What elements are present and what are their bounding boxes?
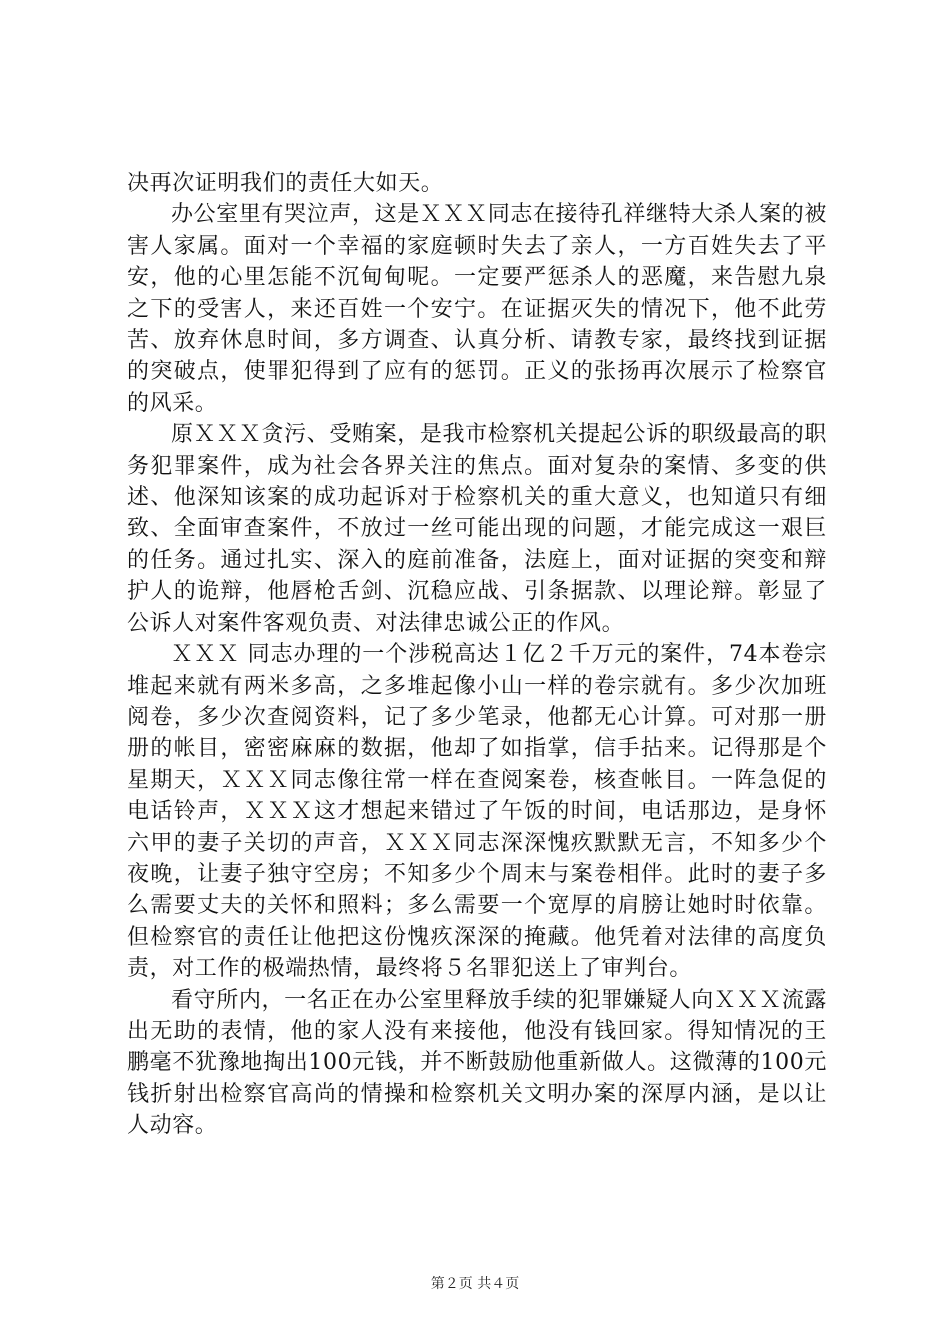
- document-body: [127, 168, 827, 1142]
- paragraph: ＸＸＸ 同志办理的一个涉税高达１亿２千万元的案件，74本卷宗堆起来就有两米多高，之多堆起像小山一样的卷宗就有。多少次加班阅卷，多少次查阅资料，记了多少笔录，他都无心计算。可对那一册册的帐目，密密麻麻的数据，他却了如指掌，信手拈来。记得那是个星期天，ＸＸＸ同志像往常一样在查阅案卷，核查帐目。一阵急促的电话铃声，ＸＸＸ这才想起来错过了午饭的时间，电话那边，是身怀六甲的妻子关切的声音，ＸＸＸ同志深深愧疚默默无言，不知多少个夜晚，让妻子独守空房；不知多少个周末与案卷相伴。此时的妻子多么需要丈夫的关怀和照料；多么需要一个宽厚的肩膀让她时时依靠。但检察官的责任让他把这份愧疚深深的掩藏。他凭着对法律的高度负责，对工作的极端热情，最终将５名罪犯送上了审判台。: [127, 642, 827, 982]
- paragraph: 原ＸＸＸ贪污、受贿案，是我市检察机关提起公诉的职级最高的职务犯罪案件，成为社会各界关注的焦点。面对复杂的案情、多变的供述、他深知该案的成功起诉对于检察机关的重大意义，也知道只有细致、全面审查案件，不放过一丝可能出现的问题，才能完成这一艰巨的任务。通过扎实、深入的庭前准备，法庭上，面对证据的突变和辩护人的诡辩，他唇枪舌剑、沉稳应战、引条据款、以理论辩。彰显了公诉人对案件客观负责、对法律忠诚公正的作风。: [127, 422, 827, 636]
- paragraph: 看守所内，一名正在办公室里释放手续的犯罪嫌疑人向ＸＸＸ流露出无助的表情，他的家人没有来接他，他没有钱回家。得知情况的王鹏毫不犹豫地掏出100元钱，并不断鼓励他重新做人。这微薄的100元钱折射出检察官高尚的情操和检察机关文明办案的深厚内涵，是以让人动容。: [127, 987, 827, 1139]
- page-footer: 第２页 共４页: [430, 1276, 520, 1292]
- paragraph-continuation: 决再次证明我们的责任大如天。: [127, 171, 444, 196]
- paragraph: 办公室里有哭泣声，这是ＸＸＸ同志在接待孔祥继特大杀人案的被害人家属。面对一个幸福的家庭顿时失去了亲人，一方百姓失去了平安，他的心里怎能不沉甸甸呢。一定要严惩杀人的恶魔，来告慰九泉之下的受害人，来还百姓一个安宁。在证据灭失的情况下，他不此劳苦、放弃休息时间，多方调查、认真分析、请教专家，最终找到证据的突破点，使罪犯得到了应有的惩罚。正义的张扬再次展示了检察官的风采。: [127, 202, 827, 416]
